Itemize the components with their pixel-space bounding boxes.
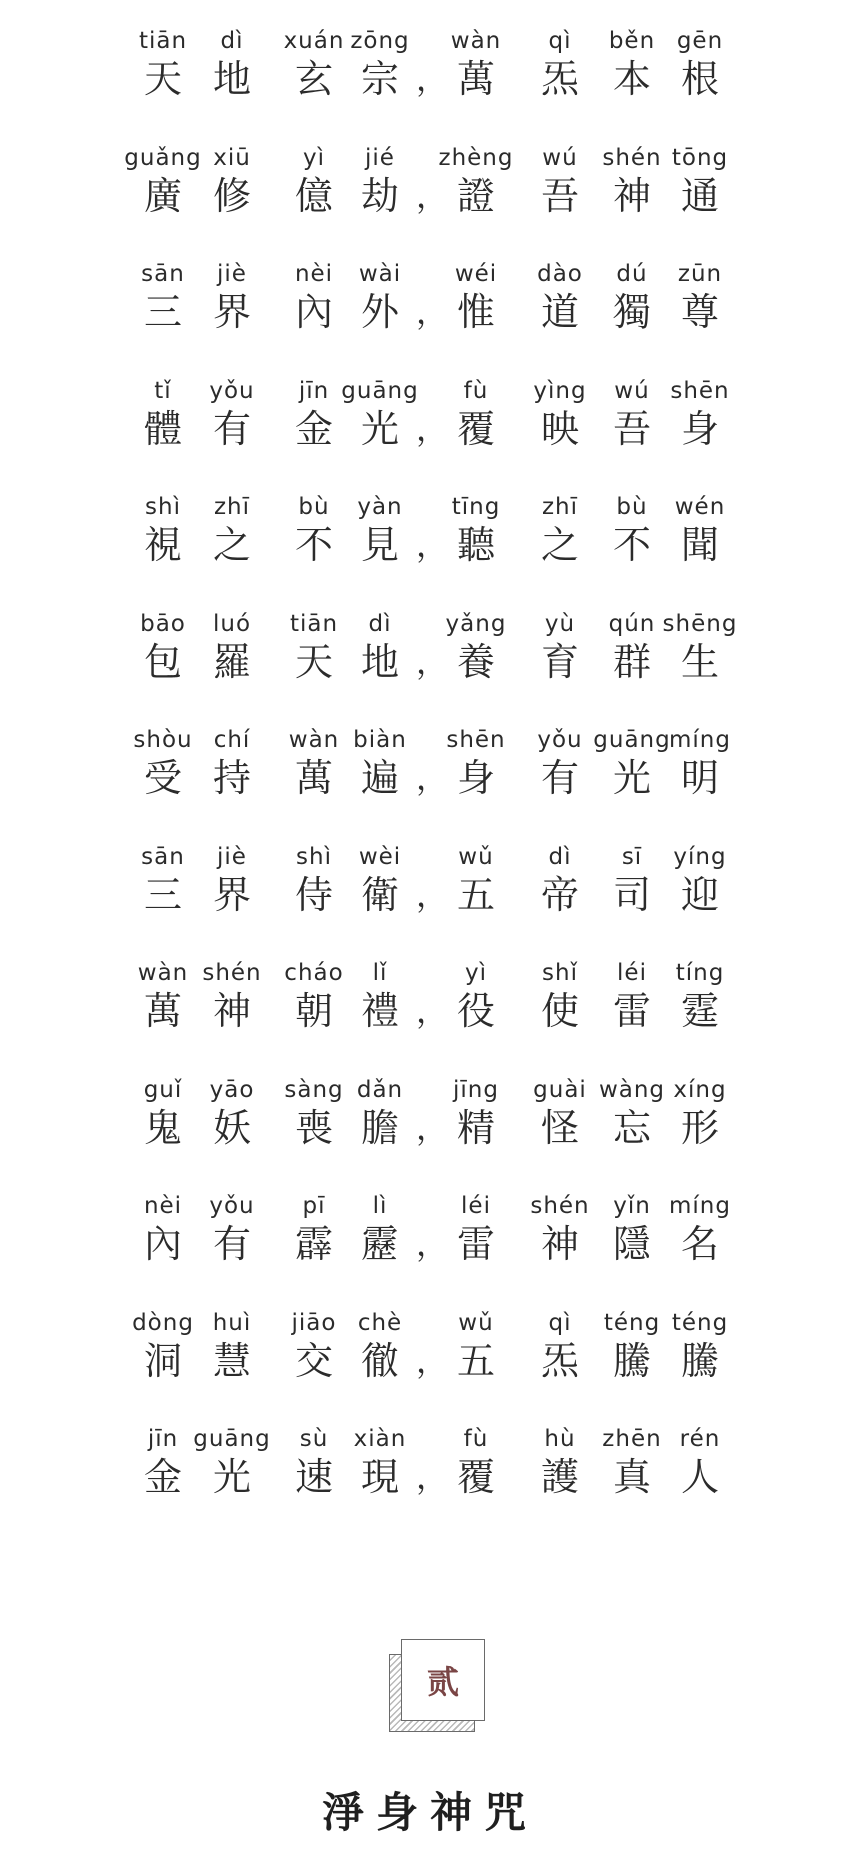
hanzi-character: 鬼	[143, 1105, 183, 1150]
verse-comma: ，	[416, 642, 449, 681]
hanzi-character: 喪	[294, 1105, 334, 1150]
hanzi-character: 雷	[456, 1222, 496, 1266]
hanzi-character: 內	[294, 290, 334, 334]
hanzi-character: 萬	[456, 57, 496, 101]
pinyin-syllable: lì	[372, 1193, 388, 1219]
hanzi-character: 騰	[680, 1338, 720, 1383]
verse-line	[0, 611, 860, 701]
pinyin-syllable: tōng	[671, 144, 729, 171]
hanzi-character: 玄	[294, 57, 334, 101]
pinyin-syllable: téng	[671, 1309, 729, 1336]
pinyin-syllable: wàng	[598, 1076, 666, 1103]
pinyin-syllable: dì	[220, 28, 244, 54]
hanzi-character: 朝	[294, 989, 334, 1033]
section-title: 淨身神咒	[321, 1788, 538, 1837]
pinyin-syllable: wài	[358, 261, 402, 287]
pinyin-syllable: qún	[608, 610, 656, 637]
hanzi-character: 覆	[456, 1455, 496, 1499]
verse-comma: ，	[416, 176, 449, 215]
hanzi-character: 有	[540, 756, 580, 800]
pinyin-syllable: yìng	[533, 377, 587, 404]
pinyin-syllable: sān	[141, 261, 185, 287]
hanzi-character: 宗	[360, 57, 400, 101]
hanzi-character: 人	[680, 1455, 720, 1499]
pinyin-syllable: xiū	[213, 144, 251, 171]
pinyin-syllable: yāo	[209, 1076, 255, 1103]
hanzi-character: 視	[143, 523, 183, 567]
pinyin-syllable: jié	[365, 144, 395, 171]
hanzi-character: 羅	[212, 639, 252, 684]
hanzi-character: 聽	[456, 523, 496, 567]
pinyin-syllable: yǒu	[537, 727, 583, 753]
hanzi-character: 本	[612, 57, 652, 101]
hanzi-character: 雷	[612, 989, 652, 1033]
pinyin-syllable: zhī	[213, 494, 251, 520]
verse-line	[0, 145, 860, 235]
hanzi-character: 護	[540, 1455, 580, 1499]
pinyin-syllable: wéi	[454, 261, 498, 287]
verse-comma: ，	[416, 1225, 449, 1263]
hanzi-character: 養	[456, 639, 496, 684]
hanzi-character: 洞	[143, 1338, 183, 1383]
pinyin-syllable: qì	[548, 1309, 572, 1336]
hanzi-character: 之	[212, 523, 252, 567]
hanzi-character: 萬	[294, 756, 334, 800]
pinyin-syllable: sàng	[284, 1076, 344, 1103]
hanzi-character: 炁	[540, 57, 580, 101]
verse-line	[0, 1310, 860, 1400]
hanzi-character: 光	[612, 756, 652, 800]
pinyin-syllable: gēn	[676, 28, 724, 54]
pinyin-syllable: wàn	[450, 28, 502, 54]
pinyin-syllable: yíng	[673, 843, 727, 870]
pinyin-syllable: zhèng	[438, 144, 514, 171]
pinyin-syllable: léi	[617, 960, 647, 986]
pinyin-syllable: tǐ	[154, 377, 172, 404]
hanzi-character: 根	[680, 57, 720, 101]
hanzi-character: 騰	[612, 1338, 652, 1383]
pinyin-syllable: guǐ	[143, 1076, 183, 1103]
hanzi-character: 育	[540, 639, 580, 684]
hanzi-character: 天	[143, 57, 183, 101]
hanzi-character: 真	[612, 1455, 652, 1499]
pinyin-syllable: bù	[298, 494, 330, 520]
hanzi-character: 役	[456, 989, 496, 1033]
pinyin-syllable: dì	[548, 843, 572, 870]
pinyin-syllable: wǔ	[458, 1309, 494, 1336]
pinyin-syllable: dǎn	[356, 1076, 404, 1103]
pinyin-syllable: shēn	[670, 377, 730, 404]
pinyin-syllable: zūn	[677, 261, 723, 287]
pinyin-syllable: tíng	[675, 960, 725, 986]
pinyin-syllable: yì	[464, 960, 488, 986]
pinyin-syllable: hù	[544, 1426, 576, 1452]
hanzi-character: 身	[680, 406, 720, 451]
verse-comma: ，	[416, 60, 449, 98]
verse-comma: ，	[416, 1458, 449, 1496]
hanzi-character: 帝	[540, 872, 580, 917]
hanzi-character: 忘	[612, 1105, 652, 1150]
hanzi-character: 不	[294, 523, 334, 567]
verse-line	[0, 261, 860, 351]
hanzi-character: 金	[143, 1455, 183, 1499]
hanzi-character: 炁	[540, 1338, 580, 1383]
verse-line	[0, 1077, 860, 1167]
pinyin-syllable: guāng	[341, 377, 419, 404]
pinyin-syllable: wàn	[288, 727, 340, 753]
verse-line	[0, 494, 860, 584]
hanzi-character: 包	[143, 639, 183, 684]
pinyin-syllable: fù	[463, 1426, 489, 1452]
pinyin-syllable: xíng	[673, 1076, 727, 1103]
pinyin-syllable: guǎng	[124, 144, 202, 171]
hanzi-character: 金	[294, 406, 334, 451]
hanzi-character: 現	[360, 1455, 400, 1499]
pinyin-syllable: shì	[145, 494, 181, 520]
hanzi-character: 神	[212, 989, 252, 1033]
hanzi-character: 形	[680, 1105, 720, 1150]
pinyin-syllable: yǎng	[445, 610, 507, 637]
hanzi-character: 吾	[540, 173, 580, 218]
pinyin-syllable: wú	[542, 144, 578, 171]
hanzi-character: 生	[680, 639, 720, 684]
pinyin-syllable: qì	[548, 28, 572, 54]
pinyin-syllable: bāo	[140, 610, 186, 637]
section-number: 贰	[426, 1663, 459, 1701]
hanzi-character: 神	[540, 1222, 580, 1266]
verse-line	[0, 28, 860, 118]
pinyin-syllable: zōng	[350, 28, 410, 54]
pinyin-syllable: shén	[602, 144, 662, 171]
hanzi-character: 體	[143, 406, 183, 451]
hanzi-character: 持	[212, 756, 252, 800]
hanzi-character: 膽	[360, 1105, 400, 1150]
hanzi-character: 怪	[540, 1105, 580, 1150]
hanzi-character: 身	[456, 756, 496, 800]
hanzi-character: 光	[360, 406, 400, 451]
hanzi-character: 群	[612, 639, 652, 684]
pinyin-syllable: rén	[679, 1426, 721, 1452]
hanzi-character: 聞	[680, 523, 720, 567]
pinyin-syllable: jiè	[217, 261, 247, 287]
hanzi-character: 侍	[294, 872, 334, 917]
pinyin-syllable: shēng	[662, 610, 738, 637]
pinyin-syllable: sī	[621, 843, 643, 870]
hanzi-character: 速	[294, 1455, 334, 1499]
pinyin-syllable: nèi	[294, 261, 334, 287]
pinyin-syllable: wàn	[137, 960, 189, 986]
hanzi-character: 使	[540, 989, 580, 1033]
verse-line	[0, 727, 860, 817]
pinyin-syllable: míng	[669, 1193, 731, 1219]
pinyin-syllable: lǐ	[372, 960, 388, 986]
hanzi-character: 吾	[612, 406, 652, 451]
pinyin-syllable: tiān	[138, 28, 188, 54]
hanzi-character: 衛	[360, 872, 400, 917]
hanzi-character: 覆	[456, 406, 496, 451]
hanzi-character: 獨	[612, 290, 652, 334]
hanzi-character: 見	[360, 523, 400, 567]
verse-line	[0, 1426, 860, 1516]
verse-comma: ，	[416, 526, 449, 564]
pinyin-syllable: wú	[614, 377, 650, 404]
pinyin-syllable: běn	[608, 28, 656, 54]
hanzi-character: 遍	[360, 756, 400, 800]
hanzi-character: 明	[680, 756, 720, 800]
hanzi-character: 有	[212, 406, 252, 451]
pinyin-syllable: zhēn	[602, 1426, 662, 1452]
verse-comma: ，	[416, 1341, 449, 1380]
pinyin-syllable: shén	[530, 1193, 590, 1219]
hanzi-character: 霹	[294, 1222, 334, 1266]
hanzi-character: 五	[456, 1338, 496, 1383]
verse-line	[0, 378, 860, 468]
verse-comma: ，	[416, 1108, 449, 1147]
hanzi-character: 通	[680, 173, 720, 218]
hanzi-character: 內	[143, 1222, 183, 1266]
pinyin-syllable: pī	[302, 1193, 326, 1219]
hanzi-character: 尊	[680, 290, 720, 334]
pinyin-syllable: dào	[537, 261, 583, 287]
hanzi-character: 劫	[360, 173, 400, 218]
pinyin-syllable: bù	[616, 494, 648, 520]
pinyin-syllable: yǒu	[209, 1193, 255, 1219]
pinyin-syllable: téng	[603, 1309, 661, 1336]
hanzi-character: 萬	[143, 989, 183, 1033]
hanzi-character: 隱	[612, 1222, 652, 1266]
hanzi-character: 霆	[680, 989, 720, 1033]
hanzi-character: 受	[143, 756, 183, 800]
pinyin-syllable: sān	[141, 843, 185, 870]
hanzi-character: 妖	[212, 1105, 252, 1150]
hanzi-character: 映	[540, 406, 580, 451]
hanzi-character: 精	[456, 1105, 496, 1150]
hanzi-character: 光	[212, 1455, 252, 1499]
hanzi-character: 外	[360, 290, 400, 334]
hanzi-character: 司	[612, 872, 652, 917]
pinyin-syllable: guāng	[593, 727, 671, 753]
pinyin-syllable: dú	[616, 261, 648, 287]
hanzi-character: 界	[212, 290, 252, 334]
pinyin-syllable: nèi	[143, 1193, 183, 1219]
hanzi-character: 徹	[360, 1338, 400, 1383]
pinyin-syllable: dì	[368, 610, 392, 637]
hanzi-character: 迎	[680, 872, 720, 917]
pinyin-syllable: míng	[669, 727, 731, 753]
pinyin-syllable: yàn	[357, 494, 403, 520]
verse-line	[0, 960, 860, 1050]
pinyin-syllable: sù	[299, 1426, 329, 1452]
pinyin-syllable: jīn	[147, 1426, 179, 1452]
hanzi-character: 交	[294, 1338, 334, 1383]
hanzi-character: 名	[680, 1222, 720, 1266]
verse-comma: ，	[416, 409, 449, 448]
pinyin-syllable: chí	[213, 727, 251, 753]
hanzi-character: 禮	[360, 989, 400, 1033]
pinyin-syllable: wǔ	[458, 843, 494, 870]
hanzi-character: 有	[212, 1222, 252, 1266]
hanzi-character: 證	[456, 173, 496, 218]
hanzi-character: 五	[456, 872, 496, 917]
verse-comma: ，	[416, 992, 449, 1030]
hanzi-character: 地	[212, 57, 252, 101]
pinyin-syllable: jiāo	[291, 1309, 337, 1336]
pinyin-syllable: zhī	[541, 494, 579, 520]
hanzi-character: 天	[294, 639, 334, 684]
pinyin-syllable: tīng	[451, 494, 501, 520]
badge-frame	[401, 1639, 485, 1721]
pinyin-syllable: huì	[212, 1309, 252, 1336]
pinyin-syllable: wén	[674, 494, 726, 520]
pinyin-syllable: cháo	[284, 960, 344, 986]
pinyin-syllable: guāng	[193, 1426, 271, 1452]
hanzi-character: 道	[540, 290, 580, 334]
pinyin-syllable: luó	[212, 610, 252, 637]
pinyin-syllable: yì	[302, 144, 326, 171]
hanzi-character: 三	[143, 290, 183, 334]
pinyin-syllable: chè	[357, 1309, 403, 1336]
pinyin-syllable: xiàn	[353, 1426, 407, 1452]
verse-comma: ，	[416, 875, 449, 914]
section-number-badge	[386, 1636, 482, 1736]
pinyin-syllable: biàn	[353, 727, 407, 753]
pinyin-syllable: yǒu	[209, 377, 255, 404]
pinyin-syllable: shēn	[446, 727, 506, 753]
hanzi-character: 不	[612, 523, 652, 567]
verse-line	[0, 1193, 860, 1283]
verse-comma: ，	[416, 759, 449, 797]
pinyin-syllable: tiān	[289, 610, 339, 637]
pinyin-syllable: yǐn	[613, 1193, 651, 1219]
pinyin-syllable: xuán	[283, 28, 345, 54]
hanzi-character: 三	[143, 872, 183, 917]
hanzi-character: 界	[212, 872, 252, 917]
hanzi-character: 慧	[212, 1338, 252, 1383]
pinyin-syllable: shén	[202, 960, 262, 986]
pinyin-syllable: shǐ	[542, 960, 578, 986]
pinyin-syllable: fù	[463, 377, 489, 404]
pinyin-syllable: shì	[296, 843, 332, 870]
hanzi-character: 廣	[143, 173, 183, 218]
pinyin-syllable: shòu	[133, 727, 193, 753]
pinyin-syllable: léi	[461, 1193, 491, 1219]
hanzi-character: 億	[294, 173, 334, 218]
pinyin-syllable: jīng	[453, 1076, 499, 1103]
pinyin-syllable: yù	[544, 610, 576, 637]
verse-comma: ，	[416, 293, 449, 331]
pinyin-syllable: wèi	[358, 843, 402, 870]
hanzi-character: 神	[612, 173, 652, 218]
pinyin-syllable: jiè	[217, 843, 247, 870]
hanzi-character: 之	[540, 523, 580, 567]
pinyin-syllable: dòng	[132, 1309, 194, 1336]
hanzi-character: 靂	[360, 1222, 400, 1266]
pinyin-syllable: jīn	[298, 377, 330, 404]
hanzi-character: 地	[360, 639, 400, 684]
pinyin-syllable: guài	[533, 1076, 587, 1103]
hanzi-character: 修	[212, 173, 252, 218]
hanzi-character: 惟	[456, 290, 496, 334]
verse-line	[0, 844, 860, 934]
